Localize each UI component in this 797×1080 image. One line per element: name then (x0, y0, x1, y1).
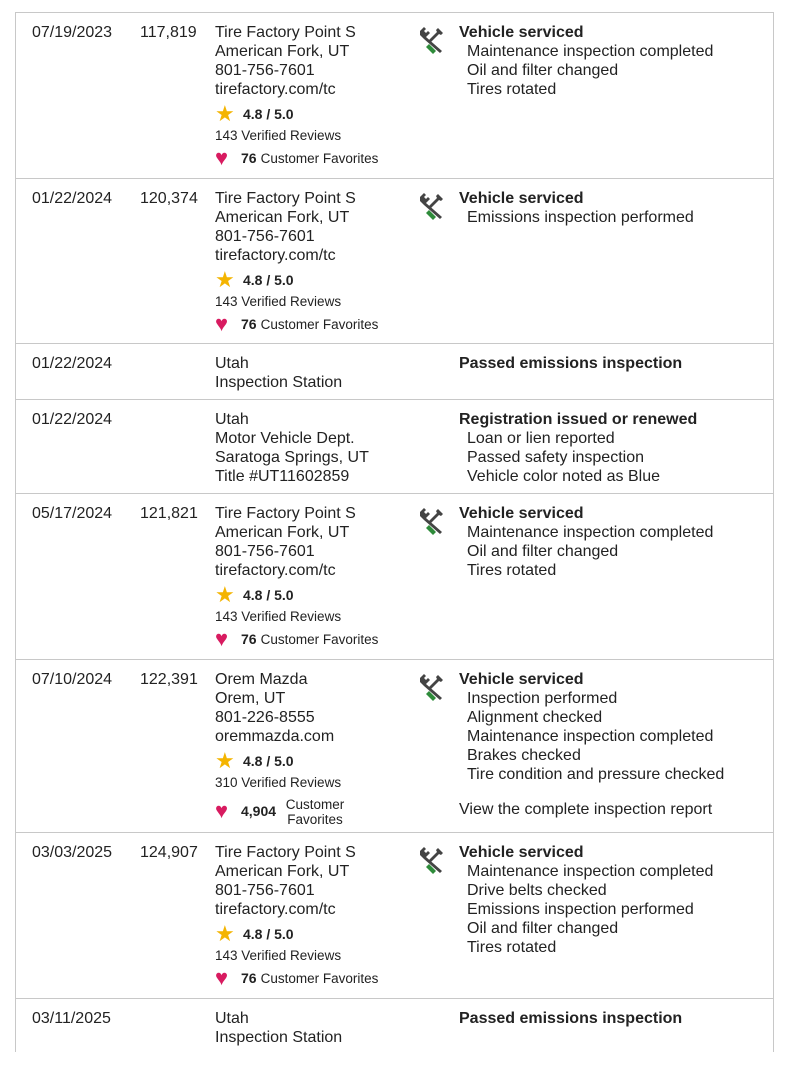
event-item: Vehicle color noted as Blue (467, 468, 661, 485)
source-phone: 801-756-7601 (215, 228, 315, 245)
event-item: Loan or lien reported (467, 430, 615, 447)
odometer-reading: 122,391 (140, 671, 198, 688)
record-date: 07/19/2023 (32, 24, 113, 41)
event-title: Vehicle serviced (459, 844, 584, 861)
event-details (459, 354, 769, 373)
heart-icon: ♥ (215, 311, 229, 336)
service-source (215, 504, 415, 650)
odometer-reading: 120,374 (140, 190, 198, 207)
wrench-screwdriver-icon (416, 845, 446, 875)
star-icon: ★ (215, 921, 235, 946)
verified-reviews[interactable]: 143 Verified Reviews (215, 948, 342, 963)
record-date: 03/03/2025 (32, 844, 113, 861)
star-icon: ★ (215, 267, 235, 292)
source-name: Tire Factory Point S (215, 190, 356, 207)
favorites-count: 76 (241, 630, 257, 647)
star-icon: ★ (215, 101, 235, 126)
service-source (215, 189, 415, 335)
favorites-label: Customer Favorites (260, 316, 379, 332)
event-details (459, 189, 769, 227)
source-location: American Fork, UT (215, 43, 350, 60)
event-details (459, 23, 769, 99)
customer-favorites (215, 147, 415, 169)
verified-reviews[interactable]: 310 Verified Reviews (215, 775, 342, 790)
event-item: Emissions inspection performed (467, 901, 694, 918)
source-website[interactable]: tirefactory.com/tc (215, 81, 336, 98)
event-title: Passed emissions inspection (459, 1010, 683, 1027)
favorites-count: 4,904 (241, 802, 277, 819)
customer-favorites (215, 628, 415, 650)
favorites-label: Customer Favorites (285, 797, 345, 827)
customer-favorites (215, 794, 415, 828)
odometer-reading: 121,821 (140, 505, 198, 522)
record-date: 03/11/2025 (32, 1010, 111, 1027)
table-row (16, 999, 773, 1052)
event-item: Emissions inspection performed (467, 209, 694, 226)
wrench-screwdriver-icon (416, 506, 446, 536)
service-source (215, 23, 415, 169)
table-row (16, 179, 773, 344)
service-source (215, 1009, 415, 1047)
heart-icon: ♥ (215, 145, 229, 170)
source-phone: 801-226-8555 (215, 709, 315, 726)
rating-value: 4.8 / 5.0 (243, 271, 294, 288)
service-source (215, 410, 415, 486)
shop-rating (215, 583, 415, 607)
odometer-reading: 117,819 (140, 24, 197, 41)
verified-reviews[interactable]: 143 Verified Reviews (215, 294, 342, 309)
record-date: 01/22/2024 (32, 190, 113, 207)
event-item: Tire condition and pressure checked (467, 766, 725, 783)
source-name: Utah (215, 411, 249, 428)
event-item: Tires rotated (467, 939, 557, 956)
source-website[interactable]: oremmazda.com (215, 728, 335, 745)
event-item: Alignment checked (467, 709, 603, 726)
event-title: Vehicle serviced (459, 24, 584, 41)
service-source (215, 354, 415, 392)
title-number: Title #UT11602859 (215, 468, 350, 485)
event-item: Brakes checked (467, 747, 581, 764)
table-row (16, 13, 773, 179)
source-name: Tire Factory Point S (215, 505, 356, 522)
event-item: Maintenance inspection completed (467, 524, 714, 541)
verified-reviews[interactable]: 143 Verified Reviews (215, 609, 342, 624)
event-item: Passed safety inspection (467, 449, 644, 466)
event-title: Vehicle serviced (459, 671, 584, 688)
source-website[interactable]: tirefactory.com/tc (215, 901, 336, 918)
rating-value: 4.8 / 5.0 (243, 105, 294, 122)
rating-value: 4.8 / 5.0 (243, 925, 294, 942)
shop-rating (215, 922, 415, 946)
source-location: American Fork, UT (215, 524, 350, 541)
favorites-label: Customer Favorites (260, 631, 379, 647)
record-date: 05/17/2024 (32, 505, 113, 522)
source-department: Motor Vehicle Dept. (215, 430, 355, 447)
table-row (16, 400, 773, 494)
source-phone: 801-756-7601 (215, 882, 315, 899)
source-name: Tire Factory Point S (215, 24, 356, 41)
heart-icon: ♥ (215, 965, 229, 990)
favorites-label: Customer Favorites (260, 970, 379, 986)
shop-rating (215, 749, 415, 773)
heart-icon: ♥ (215, 798, 229, 823)
source-location: Inspection Station (215, 374, 343, 391)
source-phone: 801-756-7601 (215, 62, 315, 79)
rating-value: 4.8 / 5.0 (243, 752, 294, 769)
source-location: American Fork, UT (215, 863, 350, 880)
table-row (16, 494, 773, 660)
event-title: Passed emissions inspection (459, 355, 683, 372)
star-icon: ★ (215, 748, 235, 773)
table-row (16, 660, 773, 833)
shop-rating (215, 268, 415, 292)
event-item: Oil and filter changed (467, 920, 619, 937)
event-details (459, 1009, 769, 1028)
favorites-count: 76 (241, 149, 257, 166)
event-title: Registration issued or renewed (459, 411, 698, 428)
source-website[interactable]: tirefactory.com/tc (215, 247, 336, 264)
service-source (215, 843, 415, 989)
source-name: Utah (215, 1010, 249, 1027)
event-item: Maintenance inspection completed (467, 863, 714, 880)
customer-favorites (215, 313, 415, 335)
table-row (16, 344, 773, 400)
event-item: Inspection performed (467, 690, 618, 707)
customer-favorites (215, 967, 415, 989)
shop-rating (215, 102, 415, 126)
star-icon: ★ (215, 582, 235, 607)
favorites-count: 76 (241, 315, 257, 332)
source-phone: 801-756-7601 (215, 543, 315, 560)
source-name: Orem Mazda (215, 671, 308, 688)
source-location: American Fork, UT (215, 209, 350, 226)
record-date: 01/22/2024 (32, 411, 113, 428)
wrench-screwdriver-icon (416, 672, 446, 702)
source-location: Orem, UT (215, 690, 286, 707)
table-row (16, 833, 773, 999)
record-date: 07/10/2024 (32, 671, 113, 688)
heart-icon: ♥ (215, 626, 229, 651)
verified-reviews[interactable]: 143 Verified Reviews (215, 128, 342, 143)
event-details (459, 410, 769, 486)
event-item: Tires rotated (467, 562, 557, 579)
service-source (215, 670, 415, 828)
source-location: Inspection Station (215, 1029, 343, 1046)
event-title: Vehicle serviced (459, 505, 584, 522)
event-item: Oil and filter changed (467, 62, 619, 79)
inspection-report-link[interactable]: View the complete inspection report (459, 801, 713, 818)
event-item: Drive belts checked (467, 882, 607, 899)
event-item: Maintenance inspection completed (467, 728, 714, 745)
source-name: Utah (215, 355, 249, 372)
vehicle-history-table (15, 12, 774, 1052)
event-title: Vehicle serviced (459, 190, 584, 207)
record-date: 01/22/2024 (32, 355, 113, 372)
wrench-screwdriver-icon (416, 25, 446, 55)
rating-value: 4.8 / 5.0 (243, 586, 294, 603)
favorites-label: Customer Favorites (260, 150, 379, 166)
event-item: Oil and filter changed (467, 543, 619, 560)
event-item: Tires rotated (467, 81, 557, 98)
source-website[interactable]: tirefactory.com/tc (215, 562, 336, 579)
favorites-count: 76 (241, 969, 257, 986)
source-location: Saratoga Springs, UT (215, 449, 369, 466)
event-details (459, 504, 769, 580)
source-name: Tire Factory Point S (215, 844, 356, 861)
event-details (459, 670, 769, 819)
event-details (459, 843, 769, 957)
wrench-screwdriver-icon (416, 191, 446, 221)
odometer-reading: 124,907 (140, 844, 198, 861)
event-item: Maintenance inspection completed (467, 43, 714, 60)
